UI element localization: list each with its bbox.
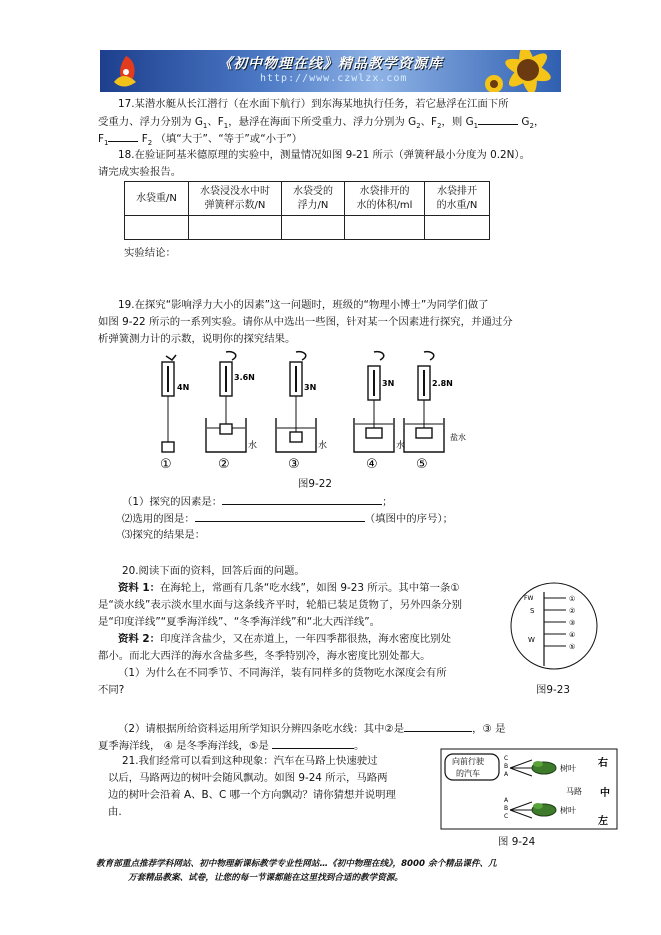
dir-label: A — [504, 771, 509, 778]
table-cell[interactable] — [125, 216, 189, 240]
footer-line2: 万套精品教案、试卷，让您的每一节课都能在这里找到合适的教学资源。 — [128, 873, 404, 883]
line-num: ① — [569, 595, 576, 603]
reading-2: 3.6N — [234, 373, 255, 382]
spring-scale-1 — [162, 355, 176, 452]
mark-w: W — [528, 636, 535, 644]
liquid-3: 水 — [318, 441, 328, 451]
side-left: 左 — [598, 816, 608, 827]
side-right: 右 — [598, 758, 608, 769]
line-num: ② — [569, 607, 576, 615]
line-num: ③ — [569, 619, 576, 627]
table-header: 水袋重/N — [125, 182, 189, 216]
q19-blank-figures[interactable] — [195, 510, 365, 522]
dir-label: C — [504, 755, 509, 762]
car-label-1: 向前行驶 — [452, 757, 484, 766]
experiment-table — [124, 181, 490, 240]
footer-line1: 教育部重点推荐学科网站、初中物理新课标教学专业性网站…《初中物理在线》，8000 余个精品课件、几 — [96, 859, 497, 869]
q18-line2: 请完成实验报告。 — [98, 166, 182, 178]
figure-9-22-caption: 图9-22 — [298, 478, 332, 490]
spring-scale-5 — [404, 352, 444, 452]
dir-label: C — [504, 813, 509, 820]
q21-line3: 边的树叶会沿着 A、B、C 哪一个方向飘动？请你猜想并说明理 — [108, 789, 396, 801]
road-label: 马路 — [566, 787, 582, 796]
leaf-label-1: 树叶 — [560, 764, 576, 773]
q19-blank-factor[interactable] — [222, 493, 382, 505]
table-header: 水袋浸没水中时 弹簧秤示数/N — [189, 182, 282, 216]
header-banner — [100, 50, 561, 92]
q17-blank-1[interactable] — [478, 113, 518, 125]
mark-s: S — [530, 607, 535, 615]
q19-answer-2: ⑵选用的图是： （填图中的序号）； — [122, 510, 453, 528]
q20-line1: 20.阅读下面的资料，回答后面的问题。 — [122, 565, 305, 577]
reading-4: 3N — [382, 379, 395, 388]
dir-label: A — [504, 797, 509, 804]
label-2: ② — [218, 457, 230, 472]
banner-url: http://www.czwlzx.com — [260, 73, 408, 84]
q17-line1: 17.某潜水艇从长江潜行（在水面下航行）到东海某地执行任务，若它悬浮在江面下所 — [118, 98, 509, 110]
spring-scale-2 — [206, 352, 246, 452]
figure-9-23 — [506, 580, 606, 682]
q21-line1: 21.我们经常可以看到这种现象：汽车在马路上快速驶过 — [122, 755, 378, 767]
q19-answer-3: ⑶探究的结果是： — [122, 529, 206, 541]
leaf-icon — [532, 803, 556, 816]
sunflower-icon — [480, 50, 561, 92]
reading-5: 2.8N — [432, 379, 453, 388]
figure-9-24 — [440, 748, 620, 832]
reading-3: 3N — [304, 383, 317, 392]
mark-fw: FW — [524, 595, 534, 602]
label-3: ③ — [288, 457, 300, 472]
q21-line4: 由. — [108, 806, 122, 818]
q19-answer-1: （1）探究的因素是： ； — [122, 493, 393, 511]
table-header: 水袋排开 的水重/N — [425, 182, 490, 216]
liquid-4: 水 — [396, 441, 406, 451]
logo-icon — [106, 52, 146, 90]
q17-line2: 受重力、浮力分别为 $G_1$、$F_1$，悬浮在海面下所受重力、浮力分别为 $G_2$、$F_2$，则 $G_1$ $G_2$， — [98, 113, 544, 135]
dir-label: B — [504, 805, 509, 812]
table-header: 水袋排开的 水的体积/ml — [345, 182, 425, 216]
liquid-2: 水 — [248, 441, 258, 451]
q20-question2-b: 夏季海洋线， ④ 是冬季海洋线，⑤是 。 — [98, 737, 364, 755]
q20-material1-a: 资料 1：在海轮上，常画有几条“吃水线”，如图 9-23 所示。其中第一条① — [118, 582, 460, 594]
label-1: ① — [160, 457, 172, 472]
figure-9-23-caption: 图9-23 — [536, 684, 570, 696]
side-middle: 中 — [600, 788, 610, 799]
q19-line3: 析弹簧测力计的示数，说明你的探究结果。 — [98, 333, 296, 345]
table-header: 水袋受的 浮力/N — [282, 182, 345, 216]
q19-line2: 如图 9-22 所示的一系列实验。请你从中选出一些图，针对某一个因素进行探究，并通过分 — [98, 316, 513, 328]
q18-line1: 18.在验证阿基米德原理的实验中，测量情况如图 9-21 所示（弹簧秤最小分度为 0.2N）。 — [118, 149, 530, 161]
q17-blank-2[interactable] — [108, 130, 138, 142]
q17-line3: $F_1$ $F_2$ （填“大于”、“等于”或“小于”） — [98, 130, 302, 152]
figure-9-22 — [150, 350, 490, 475]
q21-line2: 以后，马路两边的树叶会随风飘动。如图 9-24 所示，马路两 — [108, 772, 388, 784]
q20-blank-2[interactable] — [404, 720, 472, 732]
dir-label: B — [504, 763, 509, 770]
label-4: ④ — [366, 457, 378, 472]
liquid-5: 盐水 — [450, 433, 466, 442]
table-cell[interactable] — [425, 216, 490, 240]
label-5: ⑤ — [416, 457, 428, 472]
q20-material2-a: 资料 2：印度洋含盐少，又在赤道上，一年四季都很热，海水密度比别处 — [118, 633, 451, 645]
leaf-label-2: 树叶 — [560, 806, 576, 815]
q20-material2-b: 都小。而北大西洋的海水含盐多些，冬季特别冷，海水密度比别处都大。 — [98, 650, 431, 662]
q20-material1-c: 是“印度洋线”“夏季海洋线”、“冬季海洋线”和“北大西洋线”。 — [98, 616, 381, 628]
q19-line1: 19.在探究“影响浮力大小的因素”这一问题时，班级的“物理小博士”为同学们做了 — [118, 299, 489, 311]
spring-scale-4 — [354, 352, 394, 452]
table-cell[interactable] — [345, 216, 425, 240]
q20-material1-b: 是“淡水线”表示淡水里水面与这条线齐平时，轮船已装足货物了，另外四条分别 — [98, 599, 463, 611]
line-num: ⑤ — [569, 643, 576, 651]
q20-question2-a: （2）请根据所给资料运用所学知识分辨四条吃水线：其中②是 ，③ 是 — [118, 720, 506, 738]
spring-scale-3 — [276, 352, 316, 452]
table-cell[interactable] — [282, 216, 345, 240]
leaf-icon — [532, 761, 556, 774]
reading-1: 4N — [177, 383, 190, 392]
table-cell[interactable] — [189, 216, 282, 240]
figure-9-24-caption: 图 9-24 — [498, 836, 536, 848]
q20-question1-b: 不同? — [98, 684, 125, 696]
q18-conclusion: 实验结论： — [124, 247, 176, 259]
line-num: ④ — [569, 631, 576, 639]
q20-blank-5[interactable] — [272, 737, 354, 749]
q20-question1-a: （1）为什么在不同季节、不同海洋，装有同样多的货物吃水深度会有所 — [118, 667, 447, 679]
car-label-2: 的汽车 — [456, 769, 480, 778]
banner-title: 《初中物理在线》精品教学资源库 — [218, 56, 443, 72]
